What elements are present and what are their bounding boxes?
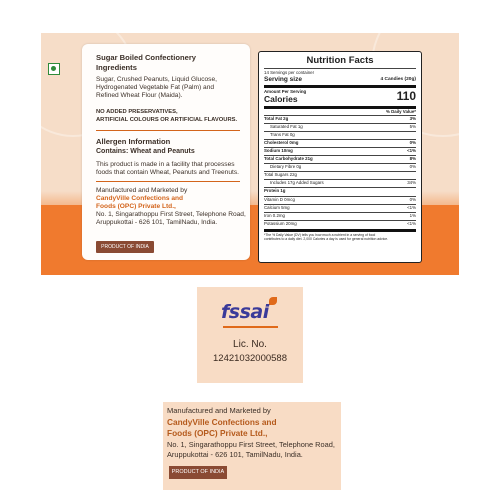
- divider: [96, 130, 240, 131]
- nutrition-row: [264, 164, 416, 169]
- fssai-logo: fssai: [221, 301, 269, 323]
- license-number: 12421032000588: [213, 353, 287, 364]
- manufacturer-address: Aruppukottai - 626 101, TamilNadu, India.: [96, 219, 218, 226]
- nutrient-label: Dietary Fibre 0g: [270, 164, 302, 169]
- amount-per-serving: Amount Per Serving: [264, 89, 307, 94]
- nutrient-daily-value: 3%: [409, 116, 416, 121]
- facility-note: foods that contain Wheat, Peanuts and Treenuts.: [96, 169, 239, 176]
- nutrient-daily-value: 5%: [409, 124, 416, 129]
- nutrient-label: Vitamin D 0mcg: [264, 197, 295, 202]
- calories-value: 110: [396, 89, 416, 103]
- vegetarian-mark-icon: [48, 63, 60, 75]
- nutrient-daily-value: 34%: [407, 180, 416, 185]
- nutrient-daily-value: <1%: [407, 148, 416, 153]
- nutrition-row: [264, 213, 416, 218]
- nutrition-row: [264, 180, 416, 185]
- nutrient-label: Sodium 10mg: [264, 148, 293, 153]
- fssai-underline: [223, 326, 278, 328]
- preservatives-note: ARTIFICIAL COLOURS OR ARTIFICIAL FLAVOURS.: [96, 117, 238, 123]
- manufacturer-box: [163, 402, 341, 490]
- nutrition-row: [264, 140, 416, 145]
- divider: [96, 181, 240, 182]
- ingredients-card: [82, 44, 250, 260]
- manufacturer-label: Manufactured and Marketed by: [167, 406, 271, 415]
- nutrient-label: Potassium 20mg: [264, 221, 297, 226]
- fssai-leaf-icon: [269, 297, 277, 305]
- nutrient-label: Trans Fat 0g: [270, 132, 295, 137]
- ingredients-line: Refined Wheat Flour (Maida).: [96, 92, 183, 99]
- nutrient-label: Total Fat 2g: [264, 116, 289, 121]
- divider: [264, 85, 416, 88]
- manufacturer-address: No. 1, Singarathoppu First Street, Telephone Road,: [167, 440, 335, 449]
- nutrition-title: Nutrition Facts: [306, 55, 374, 66]
- nutrient-label: Calcium 5mg: [264, 205, 290, 210]
- manufacturer-name: CandyVille Confections and: [96, 195, 184, 202]
- nutrition-row: [264, 172, 416, 177]
- manufacturer-label: Manufactured and Marketed by: [96, 187, 188, 194]
- nutrition-row: [264, 156, 416, 161]
- daily-value-header: % Daily Value*: [385, 109, 416, 114]
- fssai-license-box: [197, 287, 303, 383]
- nutrition-row: [264, 188, 416, 193]
- nutrient-label: Total Carbohydrate 21g: [264, 156, 313, 161]
- nutrient-daily-value: 1%: [409, 213, 416, 218]
- manufacturer-name: Foods (OPC) Private Ltd.,: [96, 203, 176, 210]
- nutrition-row: [264, 132, 416, 137]
- footnote: *The % Daily Value (DV) tells you how much a nutrient in a serving of food: [264, 233, 376, 237]
- ingredients-line: Hydrogenated Vegetable Fat (Palm) and: [96, 84, 215, 91]
- calories-label: Calories: [264, 94, 298, 104]
- nutrient-label: Cholesterol 0mg: [264, 140, 299, 145]
- nutrient-daily-value: 0%: [409, 197, 416, 202]
- product-of-india-badge: PRODUCT OF INDIA: [169, 466, 227, 479]
- divider: [264, 229, 416, 232]
- facility-note: This product is made in a facility that processes: [96, 161, 235, 168]
- nutrient-daily-value: 0%: [409, 164, 416, 169]
- nutrient-label: Total Sugars 22g: [264, 172, 297, 177]
- nutrient-label: Iron 0.2mg: [264, 213, 285, 218]
- divider: [264, 68, 416, 69]
- nutrient-label: Saturated Fat 1g: [270, 124, 303, 129]
- license-label: Lic. No.: [233, 339, 267, 350]
- preservatives-note: NO ADDED PRESERVATIVES,: [96, 109, 178, 115]
- serving-size-label: Serving size: [264, 76, 302, 83]
- allergen-heading: Allergen Information: [96, 137, 171, 146]
- manufacturer-address: No. 1, Singarathoppu First Street, Telephone Road,: [96, 211, 246, 218]
- serving-size-row: [264, 76, 416, 83]
- nutrition-row: [264, 116, 416, 121]
- ingredients-line: Sugar, Crushed Peanuts, Liquid Glucose,: [96, 76, 217, 83]
- allergen-contains: Contains: Wheat and Peanuts: [96, 148, 195, 155]
- ingredients-heading: Ingredients: [96, 63, 137, 72]
- nutrient-daily-value: 0%: [409, 140, 416, 145]
- manufacturer-address: Aruppukottai - 626 101, TamilNadu, India.: [167, 450, 303, 459]
- nutrient-label: Protein 1g: [264, 188, 286, 193]
- product-of-india-badge: PRODUCT OF INDIA: [96, 241, 154, 253]
- product-type-heading: Sugar Boiled Confectionery: [96, 53, 196, 62]
- nutrition-row: [264, 205, 416, 210]
- footnote: contributes to a daily diet. 2,000 Calories a day is used for general nutrition advice.: [264, 237, 389, 241]
- nutrition-row: [264, 148, 416, 153]
- nutrient-daily-value: <1%: [407, 221, 416, 226]
- servings-per-container: 14 Servings per container: [264, 70, 315, 75]
- nutrition-row: [264, 221, 416, 226]
- nutrient-label: Includes 17g Added Sugars: [270, 180, 324, 185]
- manufacturer-name: Foods (OPC) Private Ltd.,: [167, 428, 268, 438]
- nutrient-daily-value: <1%: [407, 205, 416, 210]
- serving-size-value: 4 Candies (20g): [380, 77, 416, 82]
- nutrition-row: [264, 197, 416, 202]
- nutrient-daily-value: 8%: [409, 156, 416, 161]
- manufacturer-name: CandyVille Confections and: [167, 417, 277, 427]
- nutrition-row: [264, 124, 416, 129]
- nutrition-facts-table: [258, 51, 422, 263]
